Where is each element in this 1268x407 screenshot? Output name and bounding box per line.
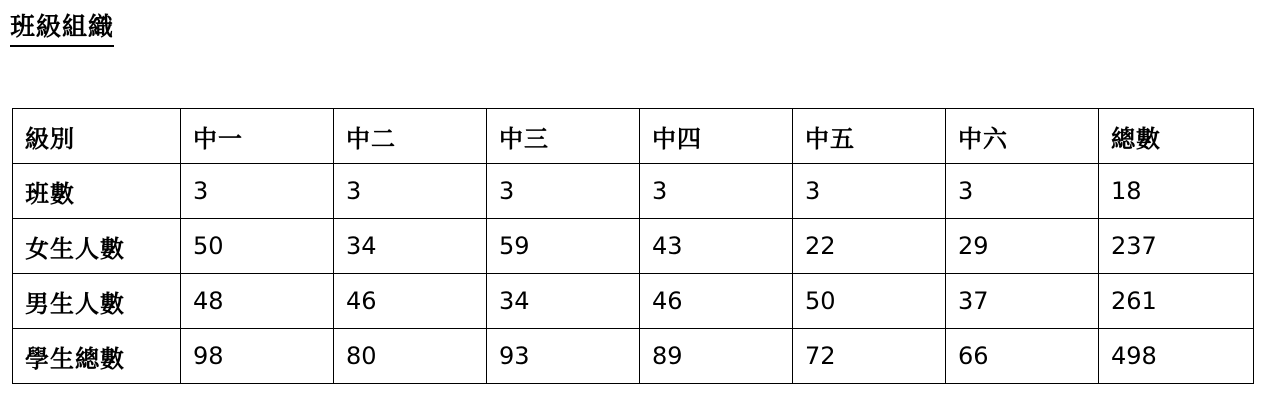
table-cell: 22 [793, 219, 946, 274]
table-cell: 3 [946, 164, 1099, 219]
table-cell-total: 18 [1099, 164, 1254, 219]
column-header-form-6: 中六 [946, 109, 1099, 164]
table-cell: 72 [793, 329, 946, 384]
class-organisation-table [12, 108, 1254, 384]
table-cell: 3 [181, 164, 334, 219]
table-header-row [13, 109, 1254, 164]
table-cell-total: 498 [1099, 329, 1254, 384]
row-header-student-total: 學生總數 [13, 329, 181, 384]
table-row [13, 219, 1254, 274]
table-cell: 3 [793, 164, 946, 219]
table-cell: 3 [487, 164, 640, 219]
page-title: 班級組織 [10, 12, 114, 47]
table-cell: 98 [181, 329, 334, 384]
table-cell: 43 [640, 219, 793, 274]
table-row [13, 164, 1254, 219]
table-cell-total: 237 [1099, 219, 1254, 274]
column-header-level: 級別 [13, 109, 181, 164]
row-header-male-count: 男生人數 [13, 274, 181, 329]
column-header-form-2: 中二 [334, 109, 487, 164]
table-row [13, 274, 1254, 329]
table-cell: 34 [334, 219, 487, 274]
row-header-female-count: 女生人數 [13, 219, 181, 274]
table-cell: 46 [334, 274, 487, 329]
column-header-form-5: 中五 [793, 109, 946, 164]
table-cell: 48 [181, 274, 334, 329]
table-cell-total: 261 [1099, 274, 1254, 329]
column-header-form-1: 中一 [181, 109, 334, 164]
table-cell: 50 [181, 219, 334, 274]
table-cell: 59 [487, 219, 640, 274]
table-cell: 89 [640, 329, 793, 384]
table-cell: 50 [793, 274, 946, 329]
table-cell: 3 [334, 164, 487, 219]
table-cell: 66 [946, 329, 1099, 384]
table-cell: 80 [334, 329, 487, 384]
class-organisation-table-wrapper [12, 108, 1253, 384]
table-cell: 46 [640, 274, 793, 329]
table-cell: 93 [487, 329, 640, 384]
table-cell: 37 [946, 274, 1099, 329]
column-header-form-4: 中四 [640, 109, 793, 164]
table-row [13, 329, 1254, 384]
table-cell: 3 [640, 164, 793, 219]
table-cell: 34 [487, 274, 640, 329]
row-header-class-count: 班數 [13, 164, 181, 219]
column-header-form-3: 中三 [487, 109, 640, 164]
table-cell: 29 [946, 219, 1099, 274]
column-header-total: 總數 [1099, 109, 1254, 164]
